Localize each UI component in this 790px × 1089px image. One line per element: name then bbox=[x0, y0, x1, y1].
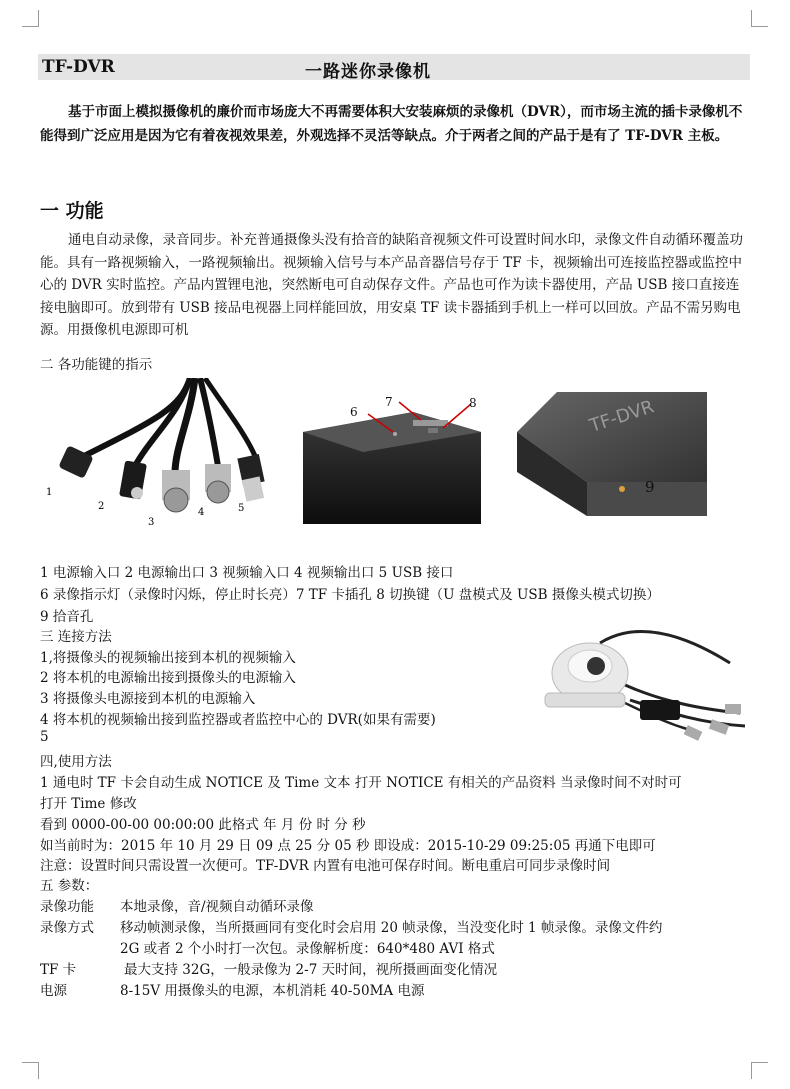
param-label: 录像功能 bbox=[40, 899, 94, 915]
connect-item-5: 5 bbox=[40, 729, 49, 745]
cable-label-1: 1 bbox=[46, 487, 53, 498]
device-label-7: 7 bbox=[385, 395, 393, 409]
device-label-8: 8 bbox=[469, 396, 477, 410]
param-row bbox=[40, 895, 314, 915]
section-heading-connect: 三 连接方法 bbox=[40, 629, 112, 645]
cable-label-5: 5 bbox=[238, 503, 245, 514]
connect-item-3: 3 将摄像头电源接到本机的电源输入 bbox=[40, 691, 256, 707]
device-label-6: 6 bbox=[350, 405, 358, 419]
usage-line-2: 打开 Time 修改 bbox=[40, 796, 137, 812]
header-model: TF-DVR bbox=[42, 57, 115, 77]
section-heading-keys: 二 各功能键的指示 bbox=[40, 357, 153, 373]
param-value: 移动帧测录像，当所摄画同有变化时会启用 20 帧录像，当没变化时 1 帧录像。录像文件约 bbox=[120, 920, 663, 936]
cable-connectors-photo bbox=[40, 378, 280, 528]
cable-label-3: 3 bbox=[148, 517, 155, 528]
param-row bbox=[40, 958, 497, 978]
section-heading-function: 一 功能 bbox=[40, 200, 104, 222]
section-heading-params: 五 参数： bbox=[40, 878, 99, 894]
cable-label-2: 2 bbox=[98, 501, 105, 512]
crop-mark-bottom-right bbox=[751, 1062, 768, 1079]
param-row bbox=[40, 916, 662, 936]
connect-item-2: 2 将本机的电源输出接到摄像头的电源输入 bbox=[40, 670, 296, 686]
intro-paragraph: 基于市面上模拟摄像机的廉价而市场庞大不再需要体积大安装麻烦的录像机（DVR），而市场主流的插卡录像机不能得到广泛应用是因为它有着夜视效果差，外观选择不灵活等缺点。介于两者之间的产品于是有了 TF-DVR 主板。 bbox=[40, 104, 743, 144]
usage-line-1: 1 通电时 TF 卡会自动生成 NOTICE 及 Time 文本 打开 NOTICE 有相关的产品资料 当录像时间不对时可 bbox=[40, 775, 682, 791]
param-value: 2G 或者 2 个小时打一次包。录像解析度：640*480 AVI 格式 bbox=[120, 941, 495, 957]
device-slot-photo bbox=[303, 392, 481, 524]
function-paragraph: 通电自动录像，录音同步。补充普通摄像头没有拾音的缺陷音视频文件可设置时间水印，录像文件自动循环覆盖功能。具有一路视频输入，一路视频输出。视频输入信号与本产品音器信号存于 TF 卡，视频输出可连接监控器或监控中心的 DVR 实时监控。产品内置锂电池，突然断电可自动保存文件。产品也可作为读卡器使用，产品 USB 接口直接连接电脑即可。放到带有 USB 接品电视器上同样能回放，用安桌 TF 读卡器插到手机上一样可以回放。产品不需另购电源。用摄像机电源即可机 bbox=[40, 232, 743, 338]
legend-line-1: 1 电源输入口 2 电源输出口 3 视频输入口 4 视频输出口 5 USB 接口 bbox=[40, 565, 454, 581]
dome-camera-wiring-photo bbox=[540, 618, 750, 750]
connect-item-1: 1,将摄像头的视频输出接到本机的视频输入 bbox=[40, 650, 296, 666]
tf-dvr-box-photo bbox=[517, 392, 707, 516]
legend-line-2: 6 录像指示灯（录像时闪烁，停止时长亮）7 TF 卡插孔 8 切换键（U 盘模式及 USB 摄像头模式切换） bbox=[40, 587, 660, 603]
usage-line-4: 如当前时为：2015 年 10 月 29 日 09 点 25 分 05 秒 即设成：2015-10-29 09:25:05 再通下电即可 bbox=[40, 838, 656, 854]
legend-line-3: 9 拾音孔 bbox=[40, 609, 94, 625]
box-brand-text: TF-DVR bbox=[587, 396, 657, 437]
param-value: 8-15V 用摄像头的电源，本机消耗 40-50MA 电源 bbox=[120, 983, 425, 999]
param-label: 电源 bbox=[40, 983, 67, 999]
crop-mark-top-right bbox=[751, 10, 768, 27]
crop-mark-top-left bbox=[22, 10, 39, 27]
param-row bbox=[40, 979, 424, 999]
cable-label-4: 4 bbox=[198, 507, 205, 518]
usage-line-5: 注意：设置时间只需设置一次便可。TF-DVR 内置有电池可保存时间。断电重启可同步录像时间 bbox=[40, 858, 611, 874]
param-label: 录像方式 bbox=[40, 920, 94, 936]
box-label-9: 9 bbox=[645, 478, 655, 496]
usage-line-3: 看到 0000-00-00 00:00:00 此格式 年 月 份 时 分 秒 bbox=[40, 817, 366, 833]
section-heading-usage: 四,使用方法 bbox=[40, 754, 112, 770]
crop-mark-bottom-left bbox=[22, 1062, 39, 1079]
page-title: 一路迷你录像机 bbox=[305, 62, 431, 82]
param-value: 本地录像，音/视频自动循环录像 bbox=[120, 899, 314, 915]
connect-item-4: 4 将本机的视频输出接到监控器或者监控中心的 DVR(如果有需要) bbox=[40, 712, 436, 728]
param-label: TF 卡 bbox=[40, 962, 77, 978]
param-row bbox=[40, 937, 495, 957]
param-value: 最大支持 32G，一般录像为 2-7 天时间，视所摄画面变化情况 bbox=[124, 962, 498, 978]
